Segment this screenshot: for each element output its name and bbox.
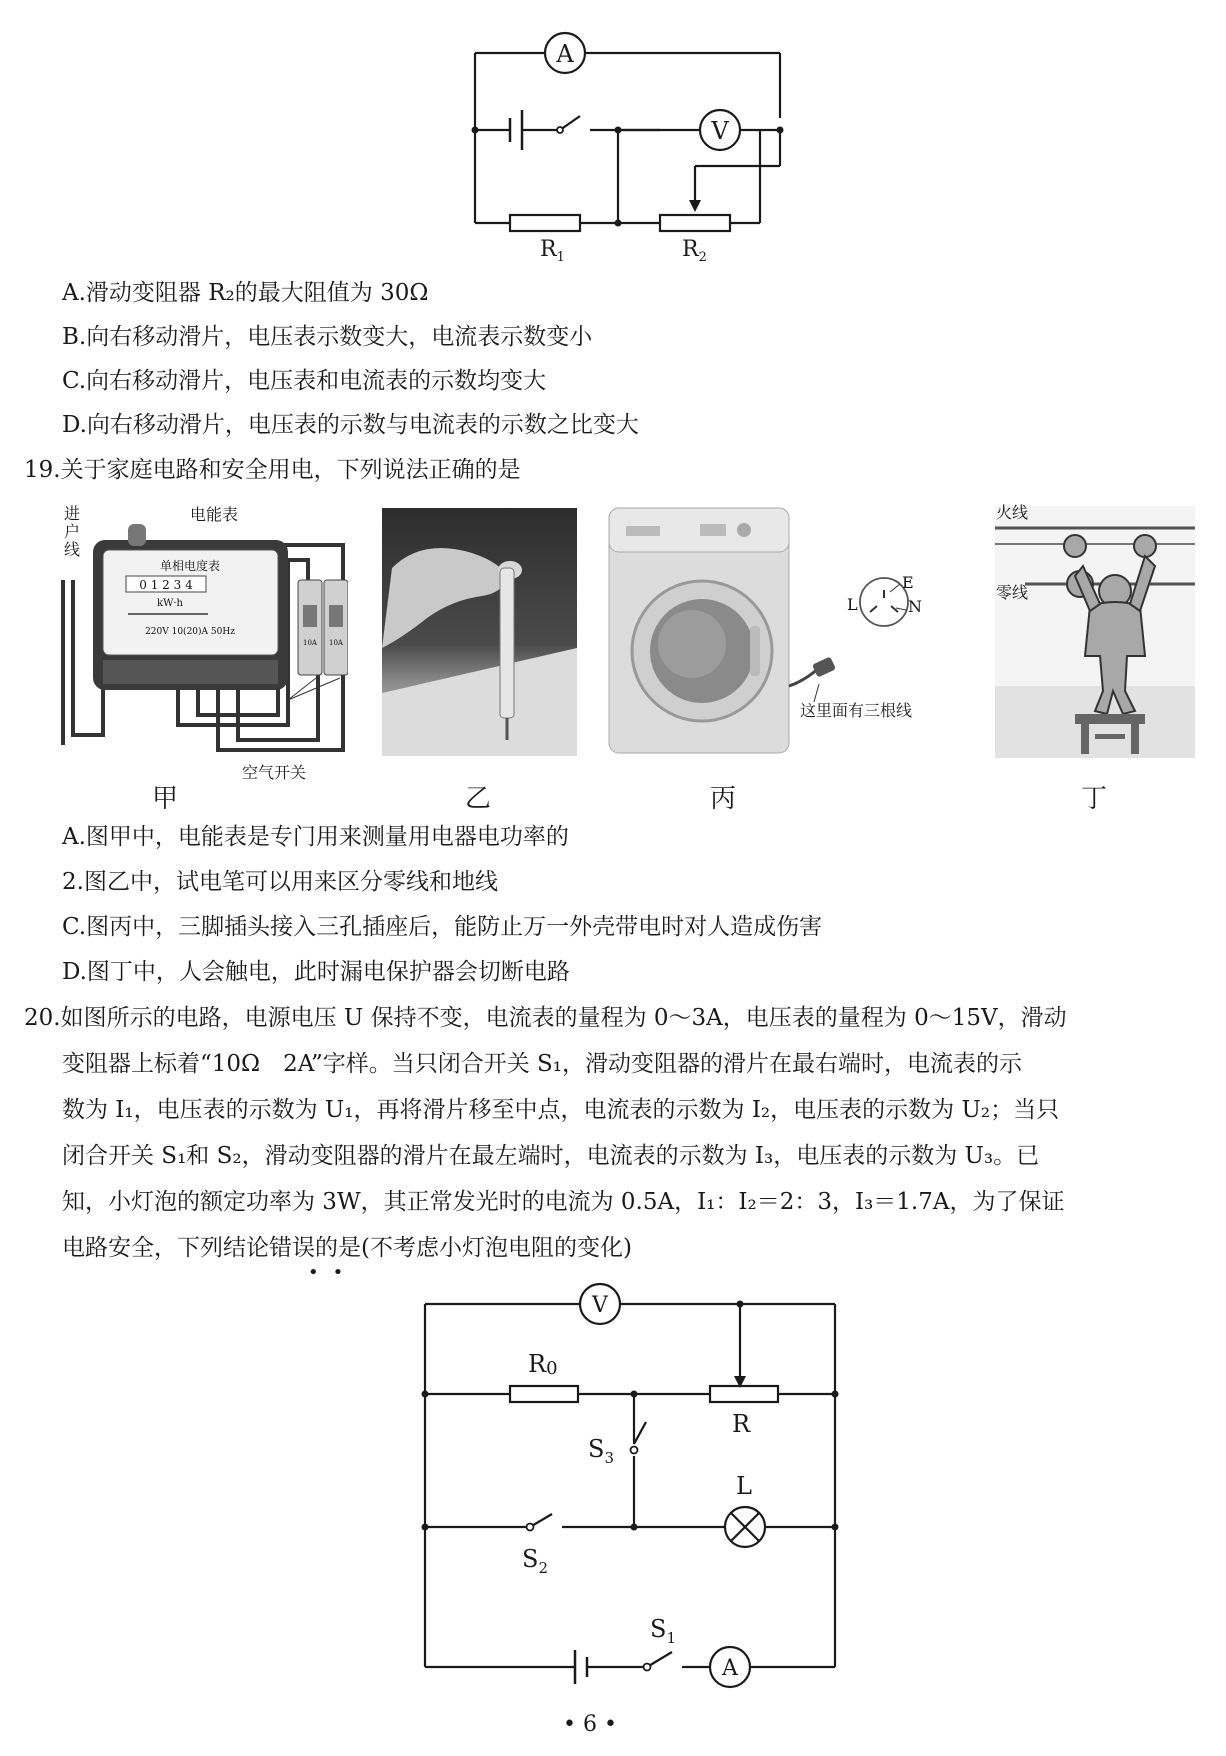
q20-ammeter-label: A [722,1656,738,1681]
q18-option-a: A.滑动变阻器 R₂的最大阻值为 30Ω [62,280,429,306]
q18-option-b: B.向右移动滑片，电压表示数变大，电流表示数变小 [62,324,593,350]
q19-figure-jia-meter [58,500,348,760]
caption-jia: 甲 [151,784,178,814]
caption-ding: 丁 [1080,784,1107,814]
q19-option-b: 2.图乙中，试电笔可以用来区分零线和地线 [62,869,498,895]
breaker-a-rating: 10A [303,639,317,647]
q18-r1-label: $R_1$ [540,237,565,265]
q18-r2-label: $R_2$ [682,237,707,265]
q20-voltmeter-label: V [592,1293,608,1318]
label-live-wire: 火线 [996,503,1029,522]
q19-figure-yi-test-pen [382,508,577,756]
caption-yi: 乙 [464,784,491,814]
q20-s1-label: $S_1$ [650,1615,676,1647]
q19-option-c: C.图丙中，三脚插头接入三孔插座后，能防止万一外壳带电时对人造成伤害 [62,914,823,940]
label-incoming-line: 进户线 [64,504,81,559]
q19-figure-ding-electric-shock [995,506,1195,758]
q20-line-3: 数为 I₁，电压表的示数为 U₁，再将滑片移至中点，电流表的示数为 I₂，电压表的示数为 U₂；当只 [62,1097,1060,1123]
q19-option-d: D.图丁中，人会触电，此时漏电保护器会切断电路 [62,959,570,985]
q20-line-6: 电路安全，下列结论错误的是(不考虑小灯泡电阻的变化) [62,1235,632,1261]
q20-s2-label: $S_2$ [522,1545,548,1577]
q18-option-d: D.向右移动滑片，电压表的示数与电流表的示数之比变大 [62,412,639,438]
page-number: • 6 • [563,1712,617,1737]
meter-digits: 0 1 2 3 4 [139,578,193,592]
q20-line-2: 变阻器上标着“10Ω 2A”字样。当只闭合开关 S₁，滑动变阻器的滑片在最右端时，电流表的示 [62,1051,1023,1077]
q20-line-4: 闭合开关 S₁和 S₂，滑动变阻器的滑片在最左端时，电流表的示数为 I₃，电压表的示数为 U₃。已 [62,1143,1040,1169]
label-breaker: 空气开关 [242,763,307,782]
q20-lamp-label: L [736,1472,752,1500]
q20-r0-label: R0 [528,1350,558,1379]
q20-line-1: 20.如图所示的电路，电源电压 U 保持不变，电流表的量程为 0～3A，电压表的量程为 0～15V，滑动 [24,1005,1067,1031]
plug-L-label: L [847,595,858,614]
q18-option-c: C.向右移动滑片，电压表和电流表的示数均变大 [62,368,547,394]
label-three-wires: 这里面有三根线 [800,701,913,720]
caption-bing: 丙 [709,784,736,814]
q20-emphasis-dots: •• [308,1262,358,1283]
q20-s3-label: $S_3$ [588,1435,614,1467]
plug-E-label: E [902,573,914,592]
breaker-b-rating: 10A [329,639,343,647]
q20-circuit-diagram [410,1282,850,1692]
meter-unit: kW·h [157,598,183,609]
q19-stem: 19.关于家庭电路和安全用电，下列说法正确的是 [24,457,521,483]
q19-option-a: A.图甲中，电能表是专门用来测量用电器电功率的 [62,824,569,850]
q20-r-label: R [732,1410,751,1438]
meter-spec: 220V 10(20)A 50Hz [145,627,235,637]
plug-N-label: N [908,597,922,616]
q18-circuit-diagram [460,18,800,268]
label-neutral-wire: 零线 [996,583,1029,602]
q18-voltmeter-label: V [711,117,729,145]
label-meter: 电能表 [190,505,239,524]
q20-line-5: 知，小灯泡的额定功率为 3W，其正常发光时的电流为 0.5A，I₁：I₂＝2：3，I₃＝1.7A，为了保证 [62,1189,1065,1215]
q18-ammeter-label: A [556,40,574,68]
meter-title: 单相电度表 [159,559,221,573]
